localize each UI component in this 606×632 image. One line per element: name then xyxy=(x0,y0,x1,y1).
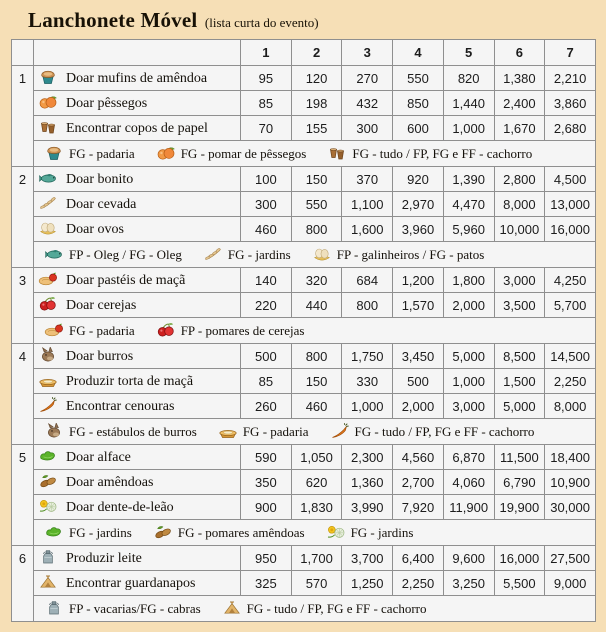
reward-cell xyxy=(34,242,596,268)
task-label: Encontrar copos de papel xyxy=(66,121,208,136)
reward-label: FG - padaria xyxy=(69,146,135,161)
value-cell: 8,000 xyxy=(545,394,596,419)
task-row xyxy=(12,116,596,141)
value-cell: 10,000 xyxy=(494,217,545,242)
value-cell: 9,000 xyxy=(545,571,596,596)
corner-cell xyxy=(12,40,34,66)
task-cell xyxy=(34,167,241,192)
task-cell xyxy=(34,268,241,293)
task-cell xyxy=(34,217,241,242)
value-cell: 1,000 xyxy=(443,369,494,394)
value-cell: 900 xyxy=(241,495,292,520)
value-cell: 140 xyxy=(241,268,292,293)
task-label: Doar burros xyxy=(66,349,134,364)
value-cell: 16,000 xyxy=(494,546,545,571)
value-cell: 1,050 xyxy=(291,445,342,470)
value-cell: 1,390 xyxy=(443,167,494,192)
value-cell: 18,400 xyxy=(545,445,596,470)
value-cell: 8,000 xyxy=(494,192,545,217)
value-cell: 270 xyxy=(342,66,393,91)
reward-row xyxy=(12,141,596,167)
paper-cups-icon xyxy=(326,145,348,161)
task-cell xyxy=(34,192,241,217)
reward-label: FG - padaria xyxy=(69,323,135,338)
value-cell: 1,570 xyxy=(393,293,444,318)
value-cell: 300 xyxy=(241,192,292,217)
reward-item xyxy=(217,423,309,440)
value-cell: 370 xyxy=(342,167,393,192)
reward-item xyxy=(202,246,291,263)
task-row xyxy=(12,293,596,318)
task-label: Doar alface xyxy=(66,450,131,465)
value-cell: 920 xyxy=(393,167,444,192)
group-number: 4 xyxy=(12,344,34,445)
task-label: Doar cerejas xyxy=(66,298,137,313)
task-cell xyxy=(34,66,241,91)
group-number: 1 xyxy=(12,66,34,167)
value-cell: 2,210 xyxy=(545,66,596,91)
value-cell: 432 xyxy=(342,91,393,116)
task-label: Encontrar cenouras xyxy=(66,399,175,414)
value-cell: 100 xyxy=(241,167,292,192)
value-cell: 2,680 xyxy=(545,116,596,141)
value-cell: 150 xyxy=(291,167,342,192)
task-row xyxy=(12,470,596,495)
value-cell: 1,800 xyxy=(443,268,494,293)
value-cell: 3,860 xyxy=(545,91,596,116)
reward-item xyxy=(43,145,135,162)
task-label: Encontrar guardanapos xyxy=(66,576,196,591)
value-cell: 1,440 xyxy=(443,91,494,116)
task-row xyxy=(12,268,596,293)
reward-label: FP - galinheiros / FG - patos xyxy=(336,247,485,262)
task-row xyxy=(12,495,596,520)
value-cell: 460 xyxy=(291,394,342,419)
group-number: 6 xyxy=(12,546,34,622)
task-row xyxy=(12,571,596,596)
column-header: 3 xyxy=(342,40,393,66)
peaches-icon xyxy=(155,145,177,161)
value-cell: 150 xyxy=(291,369,342,394)
peaches-icon xyxy=(37,94,59,110)
value-cell: 4,470 xyxy=(443,192,494,217)
value-cell: 27,500 xyxy=(545,546,596,571)
value-cell: 3,000 xyxy=(494,268,545,293)
reward-item xyxy=(155,145,307,162)
value-cell: 11,900 xyxy=(443,495,494,520)
value-cell: 600 xyxy=(393,116,444,141)
value-cell: 2,000 xyxy=(393,394,444,419)
reward-row xyxy=(12,318,596,344)
value-cell: 2,700 xyxy=(393,470,444,495)
value-cell: 1,000 xyxy=(342,394,393,419)
reward-cell xyxy=(34,520,596,546)
value-cell: 3,000 xyxy=(443,394,494,419)
value-cell: 198 xyxy=(291,91,342,116)
event-title: Lanchonete Móvel xyxy=(28,8,198,32)
value-cell: 2,000 xyxy=(443,293,494,318)
almonds-icon xyxy=(152,524,174,540)
reward-item xyxy=(43,322,135,339)
value-cell: 1,000 xyxy=(443,116,494,141)
value-cell: 3,700 xyxy=(342,546,393,571)
cherries-icon xyxy=(155,322,177,338)
task-row xyxy=(12,369,596,394)
value-cell: 1,250 xyxy=(342,571,393,596)
event-subtitle: (lista curta do evento) xyxy=(204,15,319,30)
reward-label: FG - jardins xyxy=(350,525,414,540)
task-cell xyxy=(34,293,241,318)
value-cell: 220 xyxy=(241,293,292,318)
task-label: Produzir leite xyxy=(66,551,142,566)
task-label: Doar amêndoas xyxy=(66,475,154,490)
value-cell: 5,960 xyxy=(443,217,494,242)
value-cell: 1,100 xyxy=(342,192,393,217)
reward-row xyxy=(12,242,596,268)
task-label: Doar ovos xyxy=(66,222,124,237)
reward-item xyxy=(325,524,414,541)
value-cell: 460 xyxy=(241,217,292,242)
reward-row xyxy=(12,520,596,546)
value-cell: 6,790 xyxy=(494,470,545,495)
task-row xyxy=(12,546,596,571)
task-label: Doar mufins de amêndoa xyxy=(66,71,208,86)
reward-label: FP - pomares de cerejas xyxy=(180,323,305,338)
reward-cell xyxy=(34,141,596,167)
value-cell: 30,000 xyxy=(545,495,596,520)
value-cell: 155 xyxy=(291,116,342,141)
table-body xyxy=(12,66,596,622)
value-cell: 684 xyxy=(342,268,393,293)
value-cell: 85 xyxy=(241,91,292,116)
donkey-icon xyxy=(43,423,65,439)
reward-label: FG - pomares amêndoas xyxy=(177,525,305,540)
muffin-icon xyxy=(43,145,65,161)
column-header: 7 xyxy=(545,40,596,66)
value-cell: 2,970 xyxy=(393,192,444,217)
column-header: 1 xyxy=(241,40,292,66)
value-cell: 19,900 xyxy=(494,495,545,520)
reward-item xyxy=(155,322,305,339)
apple-pastry-icon xyxy=(43,322,65,338)
task-row xyxy=(12,394,596,419)
value-cell: 4,560 xyxy=(393,445,444,470)
reward-item xyxy=(152,524,305,541)
value-cell: 260 xyxy=(241,394,292,419)
task-label: Produzir torta de maçã xyxy=(66,374,194,389)
value-cell: 3,990 xyxy=(342,495,393,520)
task-row xyxy=(12,217,596,242)
column-header: 4 xyxy=(393,40,444,66)
fish-icon xyxy=(43,246,65,262)
cherries-icon xyxy=(37,296,59,312)
reward-label: FG - tudo / FP, FG e FF - cachorro xyxy=(246,601,427,616)
reward-cell xyxy=(34,318,596,344)
barley-icon xyxy=(202,246,224,262)
task-cell xyxy=(34,445,241,470)
reward-label: FG - tudo / FP, FG e FF - cachorro xyxy=(354,424,535,439)
reward-label: FP - vacarias/FG - cabras xyxy=(69,601,201,616)
reward-item xyxy=(43,600,201,617)
task-cell xyxy=(34,344,241,369)
value-cell: 800 xyxy=(291,217,342,242)
dandelion-icon xyxy=(325,524,347,540)
value-cell: 1,670 xyxy=(494,116,545,141)
value-cell: 7,920 xyxy=(393,495,444,520)
task-cell xyxy=(34,116,241,141)
value-cell: 14,500 xyxy=(545,344,596,369)
milk-can-icon xyxy=(43,600,65,616)
value-cell: 550 xyxy=(393,66,444,91)
task-row xyxy=(12,192,596,217)
reward-item xyxy=(311,246,485,263)
task-column-header xyxy=(34,40,241,66)
value-cell: 1,830 xyxy=(291,495,342,520)
value-cell: 300 xyxy=(342,116,393,141)
reward-row xyxy=(12,596,596,622)
value-cell: 820 xyxy=(443,66,494,91)
eggs-icon xyxy=(311,246,333,262)
column-header: 5 xyxy=(443,40,494,66)
eggs-icon xyxy=(37,220,59,236)
page-title xyxy=(28,8,596,33)
paper-cups-icon xyxy=(37,119,59,135)
value-cell: 85 xyxy=(241,369,292,394)
value-cell: 350 xyxy=(241,470,292,495)
value-cell: 1,750 xyxy=(342,344,393,369)
task-label: Doar dente-de-leão xyxy=(66,500,174,515)
apple-pie-icon xyxy=(217,423,239,439)
task-label: Doar cevada xyxy=(66,197,137,212)
apple-pie-icon xyxy=(37,372,59,388)
value-cell: 2,400 xyxy=(494,91,545,116)
value-cell: 325 xyxy=(241,571,292,596)
value-cell: 330 xyxy=(342,369,393,394)
task-cell xyxy=(34,571,241,596)
reward-label: FG - jardins xyxy=(227,247,291,262)
reward-row xyxy=(12,419,596,445)
muffin-icon xyxy=(37,69,59,85)
value-cell: 2,800 xyxy=(494,167,545,192)
task-row xyxy=(12,445,596,470)
value-cell: 3,500 xyxy=(494,293,545,318)
task-cell xyxy=(34,394,241,419)
value-cell: 3,250 xyxy=(443,571,494,596)
value-cell: 4,500 xyxy=(545,167,596,192)
value-cell: 500 xyxy=(241,344,292,369)
reward-label: FG - pomar de pêssegos xyxy=(180,146,307,161)
dandelion-icon xyxy=(37,498,59,514)
value-cell: 550 xyxy=(291,192,342,217)
value-cell: 8,500 xyxy=(494,344,545,369)
task-cell xyxy=(34,546,241,571)
almonds-icon xyxy=(37,473,59,489)
value-cell: 70 xyxy=(241,116,292,141)
group-number: 3 xyxy=(12,268,34,344)
reward-label: FG - estábulos de burros xyxy=(69,424,197,439)
value-cell: 6,870 xyxy=(443,445,494,470)
value-cell: 5,700 xyxy=(545,293,596,318)
value-cell: 11,500 xyxy=(494,445,545,470)
value-cell: 2,250 xyxy=(393,571,444,596)
value-cell: 10,900 xyxy=(545,470,596,495)
task-label: Doar bonito xyxy=(66,172,134,187)
value-cell: 620 xyxy=(291,470,342,495)
napkin-icon xyxy=(37,574,59,590)
task-row xyxy=(12,66,596,91)
lettuce-icon xyxy=(37,448,59,464)
value-cell: 120 xyxy=(291,66,342,91)
reward-cell xyxy=(34,419,596,445)
task-cell xyxy=(34,369,241,394)
value-cell: 570 xyxy=(291,571,342,596)
value-cell: 1,380 xyxy=(494,66,545,91)
value-cell: 1,700 xyxy=(291,546,342,571)
apple-pastry-icon xyxy=(37,271,59,287)
reward-label: FP - Oleg / FG - Oleg xyxy=(69,247,182,262)
reward-label: FG - tudo / FP, FG e FF - cachorro xyxy=(352,146,533,161)
value-cell: 2,250 xyxy=(545,369,596,394)
task-label: Doar pêssegos xyxy=(66,96,148,111)
napkin-icon xyxy=(221,600,243,616)
task-row xyxy=(12,91,596,116)
value-cell: 4,060 xyxy=(443,470,494,495)
value-cell: 320 xyxy=(291,268,342,293)
reward-label: FG - jardins xyxy=(69,525,132,540)
value-cell: 1,200 xyxy=(393,268,444,293)
task-cell xyxy=(34,470,241,495)
value-cell: 500 xyxy=(393,369,444,394)
value-cell: 800 xyxy=(342,293,393,318)
carrot-icon xyxy=(329,423,351,439)
reward-label: FG - padaria xyxy=(242,424,309,439)
group-number: 5 xyxy=(12,445,34,546)
reward-item xyxy=(43,246,182,263)
donkey-icon xyxy=(37,347,59,363)
value-cell: 3,960 xyxy=(393,217,444,242)
value-cell: 9,600 xyxy=(443,546,494,571)
value-cell: 800 xyxy=(291,344,342,369)
event-table xyxy=(11,39,596,622)
column-header: 2 xyxy=(291,40,342,66)
value-cell: 3,450 xyxy=(393,344,444,369)
value-cell: 16,000 xyxy=(545,217,596,242)
value-cell: 590 xyxy=(241,445,292,470)
value-cell: 13,000 xyxy=(545,192,596,217)
lettuce-icon xyxy=(43,524,65,540)
value-cell: 2,300 xyxy=(342,445,393,470)
column-header: 6 xyxy=(494,40,545,66)
milk-can-icon xyxy=(37,549,59,565)
barley-icon xyxy=(37,195,59,211)
value-cell: 5,000 xyxy=(494,394,545,419)
fish-icon xyxy=(37,170,59,186)
value-cell: 440 xyxy=(291,293,342,318)
header-row xyxy=(12,40,596,66)
value-cell: 5,000 xyxy=(443,344,494,369)
value-cell: 4,250 xyxy=(545,268,596,293)
reward-cell xyxy=(34,596,596,622)
reward-item xyxy=(221,600,427,617)
reward-item xyxy=(43,423,197,440)
task-row xyxy=(12,167,596,192)
value-cell: 1,600 xyxy=(342,217,393,242)
table-header xyxy=(12,40,596,66)
task-cell xyxy=(34,495,241,520)
reward-item xyxy=(326,145,532,162)
task-label: Doar pastéis de maçã xyxy=(66,273,186,288)
value-cell: 950 xyxy=(241,546,292,571)
group-number: 2 xyxy=(12,167,34,268)
task-row xyxy=(12,344,596,369)
value-cell: 1,360 xyxy=(342,470,393,495)
value-cell: 1,500 xyxy=(494,369,545,394)
task-cell xyxy=(34,91,241,116)
value-cell: 6,400 xyxy=(393,546,444,571)
reward-item xyxy=(43,524,132,541)
value-cell: 5,500 xyxy=(494,571,545,596)
value-cell: 95 xyxy=(241,66,292,91)
reward-item xyxy=(329,423,535,440)
value-cell: 850 xyxy=(393,91,444,116)
carrot-icon xyxy=(37,397,59,413)
